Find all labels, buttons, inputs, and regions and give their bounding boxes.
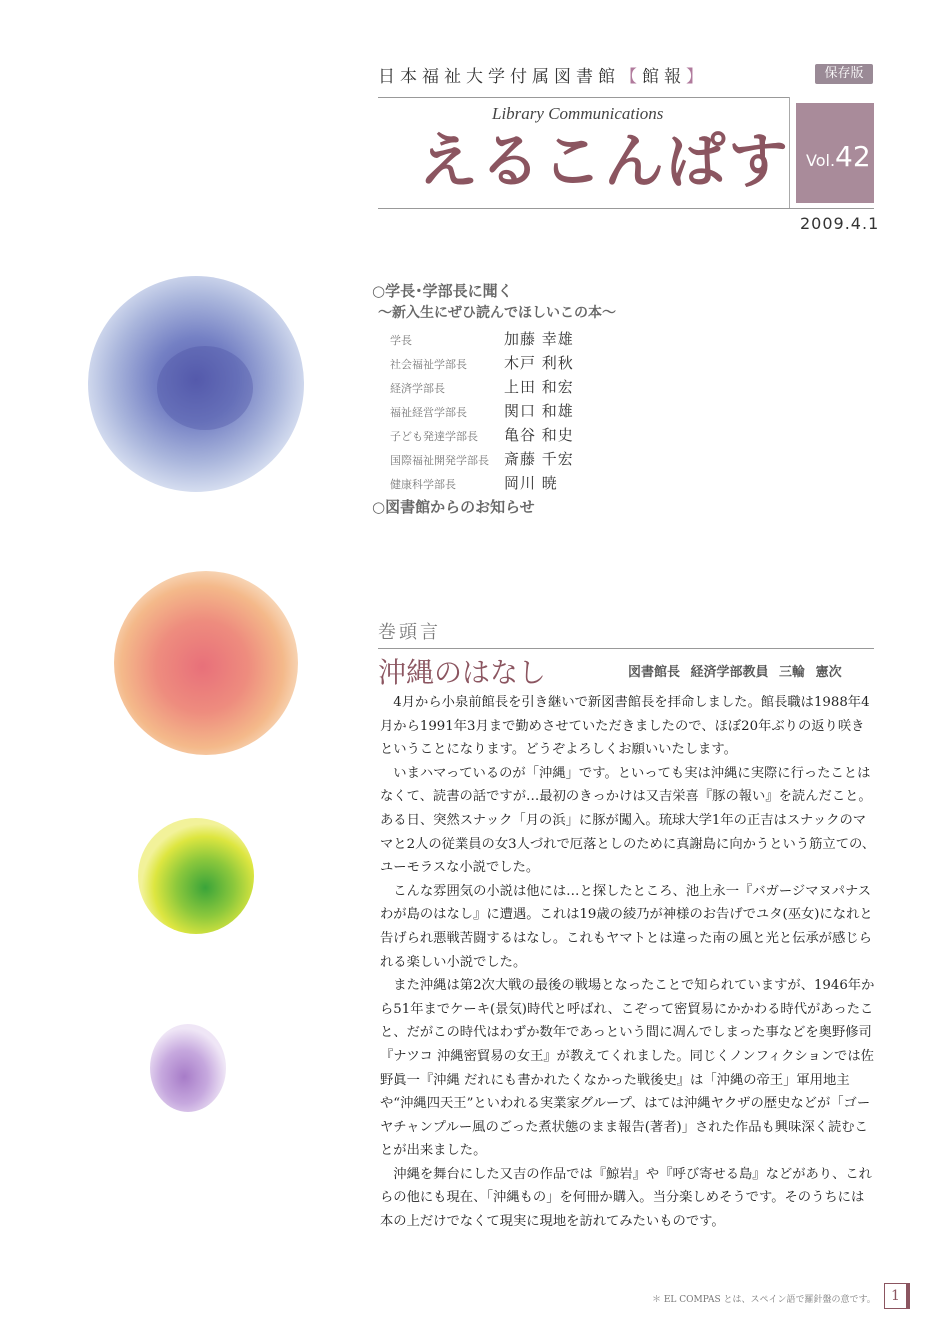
keep-edition-badge: 保存版 — [815, 64, 873, 84]
article-paragraph: また沖縄は第2次大戦の最後の戦場となったことで知られていますが、1946年から51年までケーキ(景気)時代と呼ばれ、こぞって密貿易にかかわる時代があったこと、だがこの時代はわずか数年であっという間に凋んでしまった事などを奥野修司『ナツコ 沖縄密貿易の女王』が教えてくれました。同じくノンフィクションでは佐野眞一『沖縄 だれにも書かれたくなかった戦後史』は「沖縄の帝王」軍用地主や“沖縄四天王”といわれる実業家グループ、はては沖縄ヤクザの歴史などが「ゴーヤチャンプルー風のごった煮状態のまま報告(著者)」された作品も興味深く読むことが出来ました。 — [380, 978, 875, 1159]
page-number: 1 — [884, 1283, 910, 1309]
footnote: ＊ EL COMPAS とは、スペイン語で羅針盤の意です。 — [652, 1295, 876, 1305]
toc-entry — [372, 400, 892, 424]
volume-number: 42 — [835, 140, 871, 173]
article-author: 図書館長 経済学部教員 三輪 憲次 — [628, 665, 842, 680]
article-paragraph: 沖縄を舞台にした又吉の作品では『鯨岩』や『呼び寄せる島』などがあり、これらの他にも現在、「沖縄もの」を何冊か購入。当分楽しめそうです。そのうちには本の上だけでなくて現実に現地を訪れてみたいものです。 — [380, 1166, 872, 1230]
volume-prefix: Vol. — [806, 151, 836, 170]
header-rule-top — [378, 97, 790, 98]
toc-entry — [372, 424, 892, 448]
newsletter-title: えるこんぱす — [418, 127, 790, 197]
toc-role: 経済学部長 — [390, 382, 445, 395]
article-paragraph: 4月から小泉前館長を引き継いで新図書館長を拝命しました。館長職は1988年4月から1991年3月まで勤めさせていただきましたので、ほぼ20年ぶりの返り咲きということになります。どうぞよろしくお願いいたします。 — [380, 695, 870, 758]
toc-role: 子ども発達学部長 — [390, 430, 478, 443]
toc-name: 木戸 利秋 — [504, 354, 574, 372]
article-title: 沖縄のはなし — [378, 656, 547, 689]
toc-section-deans: ○学長･学部長に聞く — [372, 282, 513, 300]
article-paragraph: こんな雰囲気の小説は他には…と探したところ、池上永一『バガージマヌパナスわが島のはなし』に遭遇。これは19歳の綾乃が神様のお告げでユタ(巫女)になれと告げられ悪戦苦闘するはなし。これもヤマトとは違った南の風と光と伝承が感じられる楽しい小説でした。 — [380, 883, 873, 970]
toc-name: 関口 和雄 — [504, 402, 574, 420]
bulletin-label: 館報 — [642, 67, 686, 87]
bracket-open: 【 — [620, 67, 642, 87]
article-body — [380, 691, 877, 1234]
blue-watercolor-core — [157, 346, 253, 430]
toc-name: 斎藤 千宏 — [504, 450, 574, 468]
table-of-contents — [372, 280, 892, 518]
article-rule — [378, 648, 874, 649]
toc-name: 岡川 暁 — [504, 474, 558, 492]
issue-date: 2009.4.1 — [800, 214, 880, 233]
green-watercolor-circle — [138, 818, 254, 934]
toc-entry — [372, 448, 892, 472]
toc-entry — [372, 352, 892, 376]
toc-name: 亀谷 和史 — [504, 426, 574, 444]
purple-watercolor-circle — [150, 1024, 226, 1112]
toc-entry — [372, 472, 892, 496]
article-paragraph: いまハマっているのが「沖縄」です。といっても実は沖縄に実際に行ったことはなくて、読書の話ですが…最初のきっかけは又吉栄喜『豚の報い』を読んだこと。ある日、突然スナック「月の浜」に豚が闖入。琉球大学1年の正吉はスナックのママと2人の従業員の女3人づれで厄落としのために真謝島に向かうという筋立ての、ユーモラスな小説でした。 — [380, 765, 876, 876]
toc-role: 学長 — [390, 334, 412, 347]
toc-entry — [372, 328, 892, 352]
toc-section-notices: ○図書館からのお知らせ — [372, 498, 535, 516]
newsletter-subtitle: Library Communications — [492, 104, 664, 123]
toc-name: 上田 和宏 — [504, 378, 574, 396]
toc-role: 健康科学部長 — [390, 478, 456, 491]
volume-label — [806, 140, 871, 173]
header-rule-bottom — [378, 208, 874, 209]
red-watercolor-circle — [114, 571, 298, 755]
toc-role: 国際福祉開発学部長 — [390, 454, 489, 467]
column-label: 巻頭言 — [378, 622, 441, 643]
toc-role: 社会福祉学部長 — [390, 358, 467, 371]
toc-section-subtitle: 〜新入生にぜひ読んでほしいこの本〜 — [378, 305, 616, 321]
bracket-close: 】 — [686, 67, 708, 87]
library-name-line — [378, 62, 708, 87]
toc-role: 福祉経営学部長 — [390, 406, 467, 419]
toc-entry — [372, 376, 892, 400]
org-name: 日本福祉大学付属図書館 — [378, 67, 620, 87]
watercolor-decoration — [0, 0, 370, 1336]
toc-name: 加藤 幸雄 — [504, 330, 574, 348]
